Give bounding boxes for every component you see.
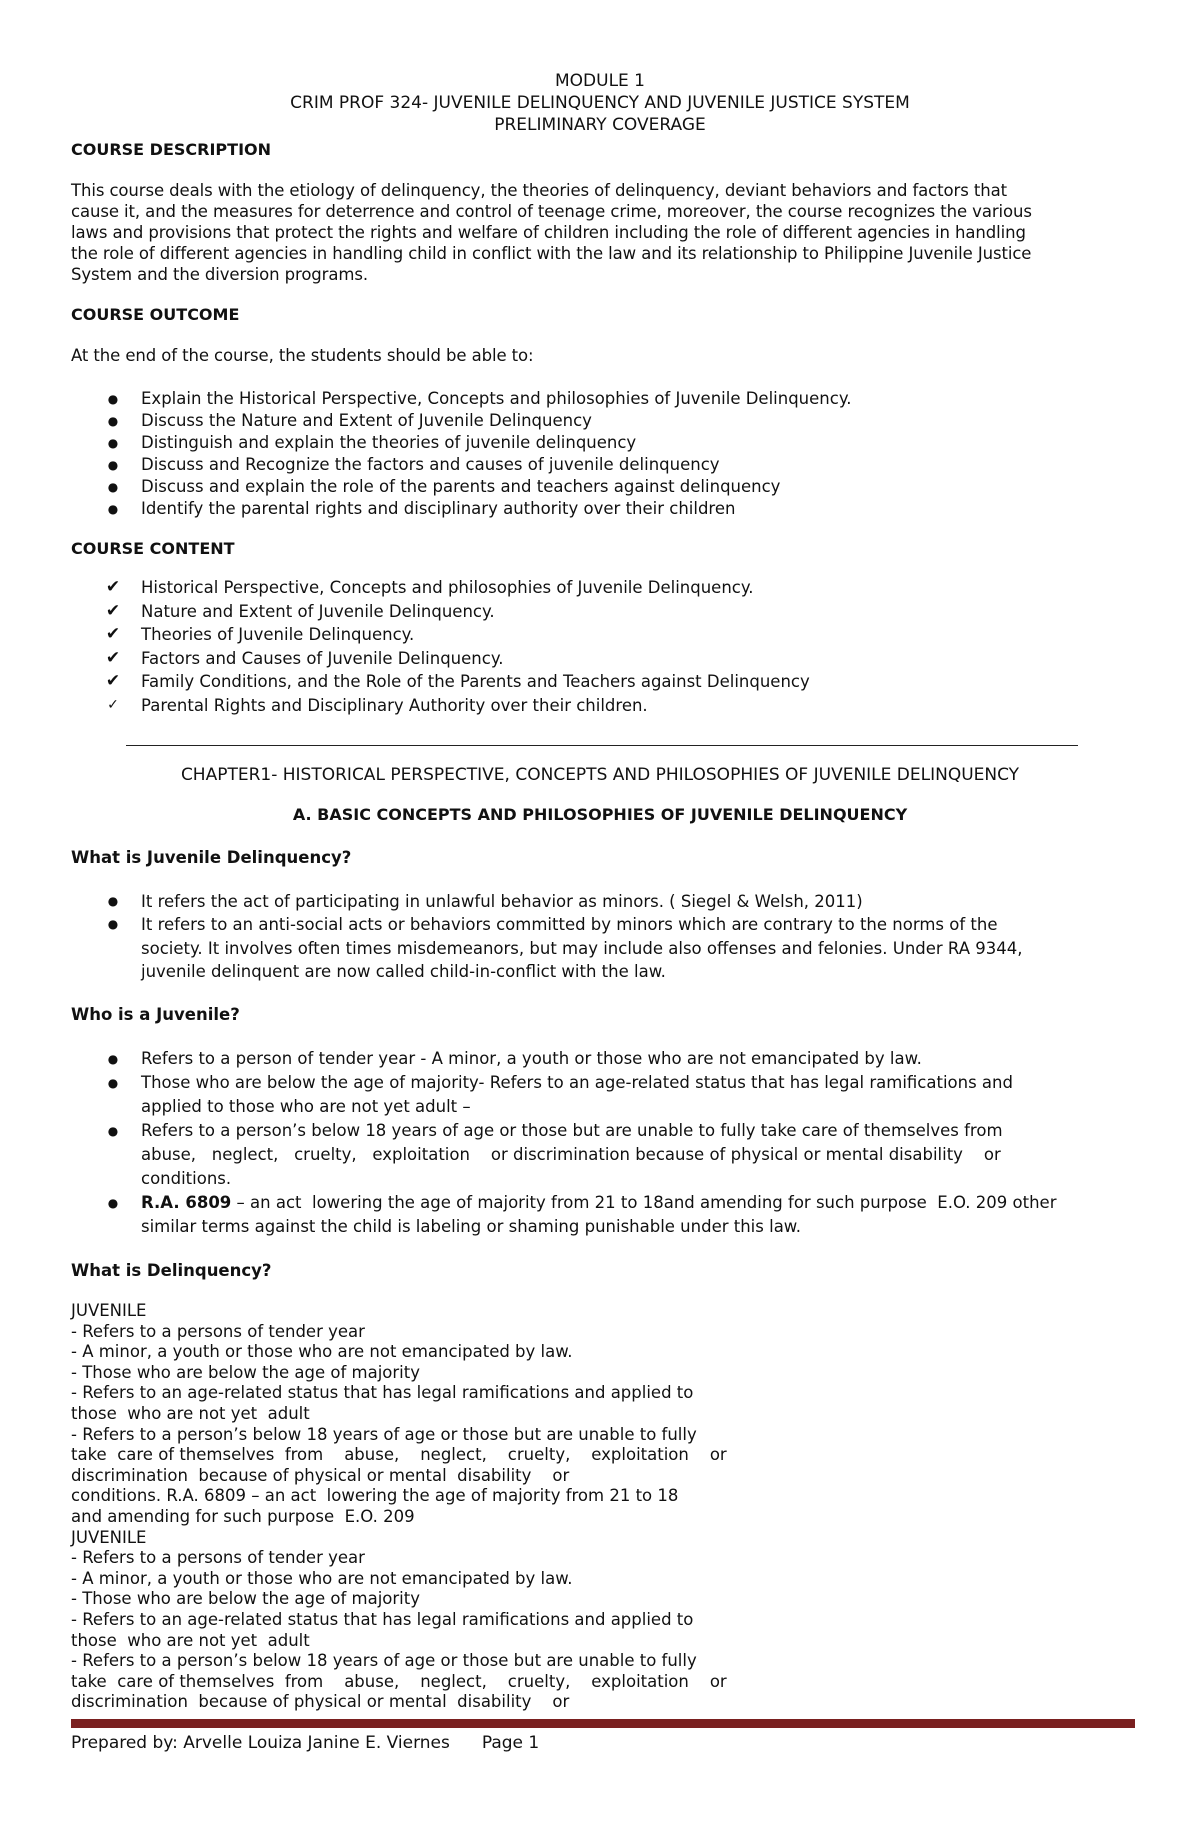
description-line: laws and provisions that protect the rights and welfare of children including the role of different agencies in handling (71, 223, 1026, 242)
bullet-icon: ● (107, 502, 119, 516)
list-item: ● It refers the act of participating in unlawful behavior as minors. ( Siegel & Welsh, 2011) (71, 890, 1023, 913)
checkmark-icon: ✓ (107, 696, 119, 713)
footer-rule (71, 1719, 1135, 1728)
description-line: cause it, and the measures for deterrence and control of teenage crime, moreover, the course recognizes the various (71, 202, 1032, 221)
text-line: those who are not yet adult (71, 1403, 310, 1423)
bullet-icon: ● (107, 1196, 119, 1210)
course-outcome-list (71, 388, 851, 520)
checkmark-icon: ✔ (105, 671, 121, 691)
bullet-icon: ● (107, 414, 119, 428)
juvenile-delinquency-list (71, 890, 1023, 984)
prepared-by: Prepared by: Arvelle Louiza Janine E. Viernes (71, 1733, 450, 1753)
text-line: - Refers to a person’s below 18 years of age or those but are unable to fully (71, 1424, 697, 1444)
list-item: ● Identify the parental rights and disciplinary authority over their children (71, 498, 851, 520)
checkmark-icon: ✔ (105, 624, 121, 644)
list-item: ✔ Factors and Causes of Juvenile Delinquency. (71, 647, 810, 671)
checkmark-icon: ✔ (105, 600, 121, 621)
bullet-icon: ● (107, 392, 119, 406)
list-item: ● Explain the Historical Perspective, Concepts and philosophies of Juvenile Delinquency. (71, 388, 851, 410)
description-line: the role of different agencies in handling child in conflict with the law and its relationship to Philippine Juvenile Justice (71, 244, 1032, 263)
bullet-icon: ● (107, 458, 119, 472)
list-item: ✔ Historical Perspective, Concepts and philosophies of Juvenile Delinquency. (71, 576, 810, 600)
bullet-icon: ● (107, 1076, 119, 1090)
text-line: and amending for such purpose E.O. 209 (71, 1506, 415, 1526)
list-item: ● Refers to a person of tender year - A minor, a youth or those who are not emancipated by law. (71, 1047, 1056, 1071)
module-header (0, 70, 1200, 136)
list-item: ● Those who are below the age of majority- Refers to an age-related status that has legal ramifications and applied to those who are not yet adult – (71, 1071, 1056, 1119)
text-line: - Those who are below the age of majority (71, 1362, 421, 1382)
text-line: those who are not yet adult (71, 1630, 310, 1650)
chapter-title: CHAPTER1- HISTORICAL PERSPECTIVE, CONCEPTS AND PHILOSOPHIES OF JUVENILE DELINQUENCY (180, 765, 1020, 785)
text-line: - Refers to a person’s below 18 years of age or those but are unable to fully (71, 1651, 697, 1671)
bullet-icon: ● (107, 917, 119, 931)
bullet-icon: ● (107, 480, 119, 494)
bullet-icon: ● (107, 1124, 119, 1138)
text-line: - Refers to an age-related status that has legal ramifications and applied to (71, 1609, 694, 1629)
course-content-list (71, 576, 810, 717)
who-is-juvenile-list (71, 1047, 1056, 1239)
course-title: CRIM PROF 324- JUVENILE DELINQUENCY AND JUVENILE JUSTICE SYSTEM (290, 93, 910, 113)
text-line: discrimination because of physical or mental disability or (71, 1692, 570, 1712)
list-item: ● Distinguish and explain the theories of juvenile delinquency (71, 432, 851, 454)
list-item: ● Discuss and Recognize the factors and causes of juvenile delinquency (71, 454, 851, 476)
list-item: ● It refers to an anti-social acts or behaviors committed by minors which are contrary to the norms of the society. It involves often times misdemeanors, but may include also offenses and felonies. Under RA 9344, juvenile delinquent are now called child-in-conflict with the law. (71, 913, 1023, 984)
checkmark-icon: ✔ (105, 577, 121, 597)
list-item: ✔ Nature and Extent of Juvenile Delinquency. (71, 600, 810, 624)
text-line: - A minor, a youth or those who are not emancipated by law. (71, 1342, 573, 1362)
description-line: This course deals with the etiology of delinquency, the theories of delinquency, deviant behaviors and factors that (71, 181, 1007, 200)
course-outcome-heading: COURSE OUTCOME (71, 305, 240, 324)
section-divider (126, 745, 1078, 746)
text-line: - Refers to a persons of tender year (71, 1321, 365, 1341)
text-line: JUVENILE (71, 1301, 147, 1320)
list-item: ● Discuss and explain the role of the parents and teachers against delinquency (71, 476, 851, 498)
question-juvenile-delinquency: What is Juvenile Delinquency? (71, 848, 352, 867)
list-item: ● Refers to a person’s below 18 years of age or those but are unable to fully take care of themselves from abuse, neglect, cruelty, exploitation or discrimination because of physical or mental disability or conditions. (71, 1119, 1056, 1191)
course-description-heading: COURSE DESCRIPTION (71, 140, 272, 159)
course-outcome-intro: At the end of the course, the students should be able to: (71, 346, 534, 365)
text-line: conditions. R.A. 6809 – an act lowering the age of majority from 21 to 18 (71, 1486, 679, 1506)
text-line: take care of themselves from abuse, neglect, cruelty, exploitation or (71, 1445, 727, 1465)
page-footer (71, 1733, 539, 1753)
bullet-icon: ● (107, 436, 119, 450)
list-item: ✔ Theories of Juvenile Delinquency. (71, 623, 810, 647)
course-content-heading: COURSE CONTENT (71, 539, 235, 558)
checkmark-icon: ✔ (105, 647, 121, 668)
list-item: ● Discuss the Nature and Extent of Juvenile Delinquency (71, 410, 851, 432)
list-item: ● R.A. 6809 – an act lowering the age of majority from 21 to 18and amending for such purpose E.O. 209 other similar terms against the child is labeling or shaming punishable under this law. (71, 1191, 1056, 1239)
question-what-is-delinquency: What is Delinquency? (71, 1261, 272, 1280)
bullet-icon: ● (107, 1052, 119, 1066)
text-line: JUVENILE (71, 1527, 147, 1547)
ra-6809-label: R.A. 6809 (141, 1193, 232, 1212)
course-description-text (71, 180, 1131, 285)
text-line: - Refers to an age-related status that has legal ramifications and applied to (71, 1383, 694, 1403)
text-line: - Those who are below the age of majority (71, 1589, 421, 1609)
description-line: System and the diversion programs. (71, 265, 368, 284)
bullet-icon: ● (107, 894, 119, 908)
delinquency-text-block (71, 1301, 771, 1713)
text-line: - Refers to a persons of tender year (71, 1548, 365, 1568)
coverage-title: PRELIMINARY COVERAGE (494, 115, 706, 135)
module-title: MODULE 1 (554, 71, 645, 91)
text-line: discrimination because of physical or mental disability or (71, 1465, 570, 1485)
text-line: - A minor, a youth or those who are not emancipated by law. (71, 1568, 573, 1588)
question-who-is-juvenile: Who is a Juvenile? (71, 1005, 240, 1024)
list-item: ✓ Parental Rights and Disciplinary Authority over their children. (71, 694, 810, 718)
text-line: take care of themselves from abuse, neglect, cruelty, exploitation or (71, 1671, 727, 1691)
section-a-heading: A. BASIC CONCEPTS AND PHILOSOPHIES OF JUVENILE DELINQUENCY (292, 805, 908, 824)
list-item: ✔ Family Conditions, and the Role of the Parents and Teachers against Delinquency (71, 670, 810, 694)
page-number: Page 1 (481, 1733, 540, 1753)
